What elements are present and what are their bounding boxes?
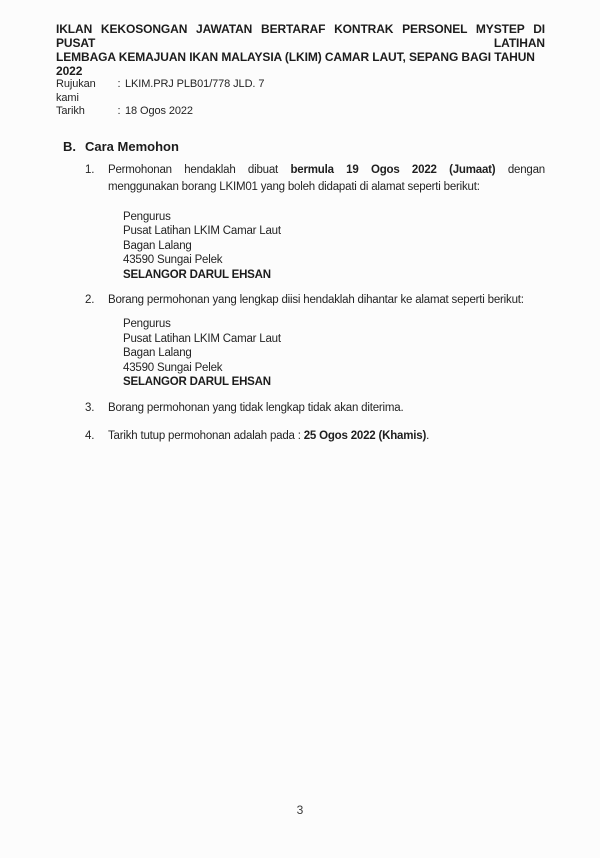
item-text-bold-date: bermula 19 Ogos 2022 (Jumaat) <box>290 163 496 176</box>
item-number: 3. <box>85 401 95 414</box>
item-text: Borang permohonan yang tidak lengkap tidak akan diterima. <box>108 401 404 414</box>
address-line-recipient: Pengurus <box>123 318 171 330</box>
address-block-2 <box>123 317 545 390</box>
item-number: 2. <box>85 294 95 306</box>
reference-value: LKIM.PRJ PLB01/778 JLD. 7 <box>125 78 265 90</box>
date-label: Tarikh <box>56 105 85 117</box>
item-text <box>108 428 545 445</box>
document-header <box>56 22 545 119</box>
address-line-postcode: 43590 Sungai Pelek <box>123 361 223 374</box>
section-title: Cara Memohon <box>85 138 179 154</box>
address-line-centre: Pusat Latihan LKIM Camar Laut <box>123 332 281 345</box>
item-text-post: dengan <box>495 163 546 176</box>
list-item-4 <box>85 428 545 445</box>
section-heading <box>63 139 545 154</box>
reference-label: Rujukan kami <box>56 78 96 104</box>
list-item-1 <box>85 162 545 293</box>
numbered-list <box>85 162 545 445</box>
address-line-area: Bagan Lalang <box>123 347 192 359</box>
item-content <box>108 162 545 293</box>
list-item-3 <box>85 400 545 417</box>
item-content <box>108 292 545 400</box>
address-line-area: Bagan Lalang <box>123 239 192 252</box>
list-item-2 <box>85 292 545 400</box>
date-colon: : <box>117 105 121 117</box>
address-line-postcode: 43590 Sungai Pelek <box>123 254 223 266</box>
date-row <box>56 105 545 119</box>
address-block-1 <box>123 210 545 283</box>
page-number: 3 <box>296 803 304 817</box>
address-line-state: SELANGOR DARUL EHSAN <box>123 376 271 388</box>
document-title-line1: IKLAN KEKOSONGAN JAWATAN BERTARAF KONTRAK PERSONEL MYSTEP DI PUSAT LATIHAN <box>56 22 545 50</box>
reference-row <box>56 78 545 105</box>
address-line-recipient: Pengurus <box>123 210 171 223</box>
section-letter: B. <box>63 138 76 154</box>
item-text-bold-date: 25 Ogos 2022 (Khamis) <box>303 429 427 442</box>
item-content <box>108 400 545 417</box>
document-title-line2: LEMBAGA KEMAJUAN IKAN MALAYSIA (LKIM) CAMAR LAUT, SEPANG BAGI TAHUN 2022 <box>56 50 535 78</box>
date-value: 18 Ogos 2022 <box>125 105 193 117</box>
item-number: 4. <box>85 429 95 442</box>
item-text-line1 <box>108 162 545 179</box>
item-text-line2: menggunakan borang LKIM01 yang boleh didapati di alamat seperti berikut: <box>108 180 480 193</box>
reference-colon: : <box>117 78 121 90</box>
address-line-centre: Pusat Latihan LKIM Camar Laut <box>123 225 281 237</box>
item-text: Borang permohonan yang lengkap diisi hendaklah dihantar ke alamat seperti berikut: <box>108 294 524 306</box>
item-text-pre: Tarikh tutup permohonan adalah pada : <box>108 429 304 442</box>
address-line-state: SELANGOR DARUL EHSAN <box>123 268 271 281</box>
item-number: 1. <box>85 163 95 176</box>
item-content <box>108 428 545 445</box>
item-text-pre: Permohonan hendaklah dibuat <box>108 163 291 176</box>
item-text-post: . <box>426 429 430 442</box>
